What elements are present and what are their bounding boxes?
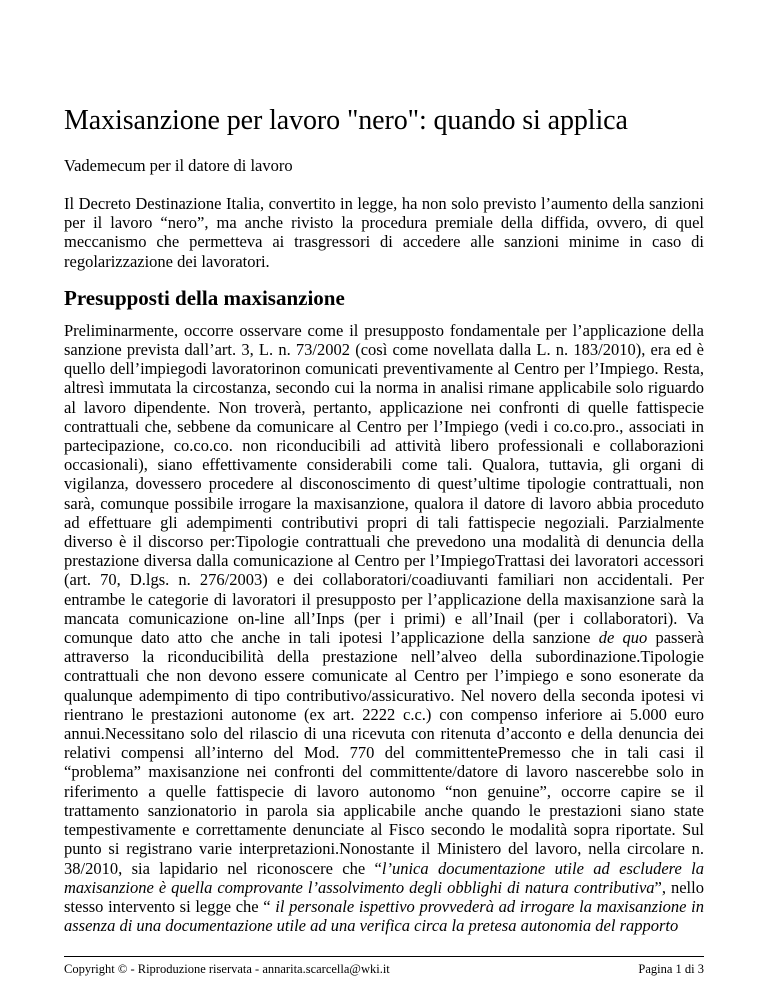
intro-paragraph: Il Decreto Destinazione Italia, convertito in legge, ha non solo previsto l’aumento della sanzioni per il lavoro “nero”, ma anche rivisto la procedura premiale della diffida, ovvero, di quel meccanismo che permetteva ai trasgressori di accedere alle sanzioni minime in caso di regolarizzazione dei lavoratori. xyxy=(64,194,704,271)
body-italic-quote-1: l’unica documentazione utile ad escludere la maxisanzione è quella comprovante l’assolvimento degli obblighi di natura contributiva xyxy=(64,858,704,897)
body-text-2: passerà attraverso la riconducibilità della prestazione nell’alveo della subordinazione.Tipologie contrattuali che non devono essere comunicate al Centro per l’impiego e sono esonerate da qualunque adempimento di tipo contributivo/assicurativo. Nel novero della seconda ipotesi vi rientrano le prestazioni autonome (ex art. 2222 c.c.) con compenso inferiore ai 5.000 euro annui.Necessitano solo del rilascio di una ricevuta con ritenuta d’acconto e della denuncia dei relativi compensi all’interno del Mod. 770 del committentePremesso che in tali casi il “problema” maxisanzione nei confronti del committente/datore di lavoro nascerebbe solo in riferimento a quelle fattispecie di lavoro autonomo “non genuine”, occorre capire se il trattamento sanzionatorio in parola sia applicabile anche quando le prestazioni siano state tempestivamente e correttamente denunciate al Fisco secondo le modalità sopra riportate. Sul punto si registrano varie interpretazioni.Nonostante il Ministero del lavoro, nella circolare n. 38/2010, sia lapidario nel riconoscere che “ xyxy=(64,628,704,878)
footer-page-number: Pagina 1 di 3 xyxy=(638,962,704,976)
document-title: Maxisanzione per lavoro "nero": quando si applica xyxy=(64,105,628,136)
body-text-1: Preliminarmente, occorre osservare come il presupposto fondamentale per l’applicazione della sanzione prevista dall’art. 3, L. n. 73/2002 (così come novellata dalla L. n. 183/2010), era ed è quello dell’impiegodi lavoratorinon comunicati preventivamente al Centro per l’Impiego. Resta, altresì immutata la circostanza, secondo cui la norma in analisi rimane applicabile solo riguardo al lavoro dipendente. Non troverà, pertanto, applicazione nei confronti di quelle fattispecie contrattuali che, sebbene da comunicare al Centro per l’Impiego (vedi i co.co.pro., associati in partecipazione, co.co.co. non riconducibili ad attività libero professionali e collaborazioni occasionali), siano effettivamente considerabili come tali. Qualora, tuttavia, gli organi di vigilanza, dovessero procedere al disconoscimento di quest’ultime tipologie contrattuali, non sarà, comunque possibile irrogare la maxisanzione, qualora il datore di lavoro abbia proceduto ad effettuare gli adempimenti contributivi propri di tali fattispecie negoziali. Parzialmente diverso è il discorso per:Tipologie contrattuali che prevedono una modalità di denuncia della prestazione diversa dalla comunicazione al Centro per l’ImpiegoTrattasi dei lavoratori accessori (art. 70, D.lgs. n. 276/2003) e dei collaboratori/coadiuvanti familiari non accidentali. Per entrambe le categorie di lavoratori il presupposto per l’applicazione della maxisanzione sarà la mancata comunicazione on-line all’Inps (per i primi) e all’Inail (per i collaboratori). Va comunque dato atto che anche in tali ipotesi l’applicazione della sanzione xyxy=(64,320,704,648)
page-footer xyxy=(64,956,704,976)
body-paragraph xyxy=(64,321,704,936)
section-heading: Presupposti della maxisanzione xyxy=(64,285,345,310)
document-subtitle: Vademecum per il datore di lavoro xyxy=(64,156,293,175)
body-italic-quote-2: il personale ispettivo provvederà ad irrogare la maxisanzione in assenza di una documentazione utile ad una verifica circa la pretesa autonomia del rapporto xyxy=(64,896,705,936)
body-text-3: ”, nello stesso intervento si legge che “ xyxy=(64,877,704,916)
footer-divider xyxy=(64,956,704,957)
body-italic-de-quo: de quo xyxy=(598,628,648,648)
document-content xyxy=(64,104,704,949)
footer-copyright: Copyright © - Riproduzione riservata - annarita.scarcella@wki.it xyxy=(64,962,390,976)
